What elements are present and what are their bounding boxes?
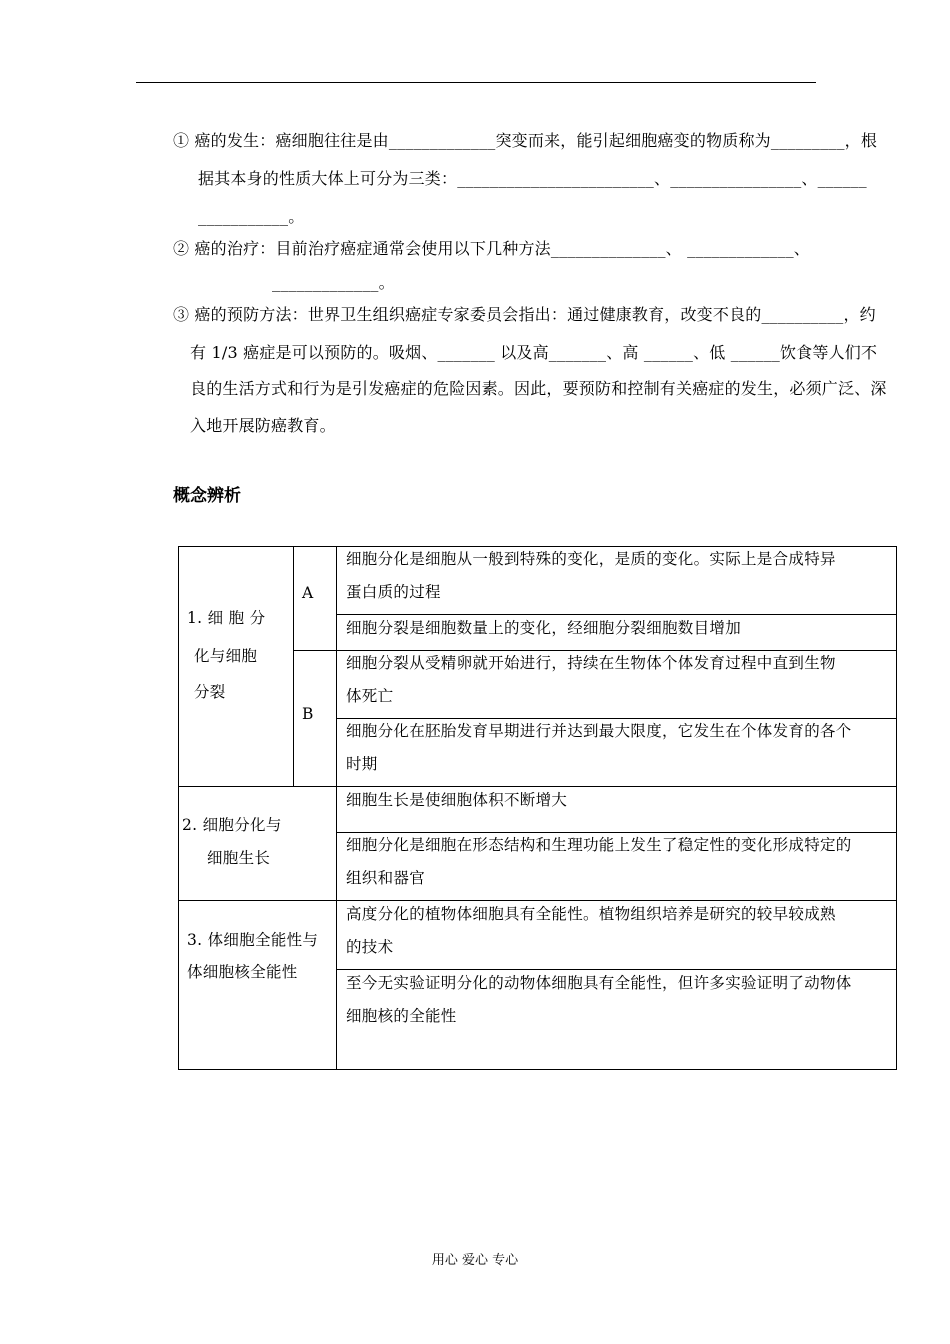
cell-c2-line1: 细胞分化是细胞在形态结构和生理功能上发生了稳定性的变化形成特定的 [346,836,852,854]
group1-label-line1: 1. 细 胞 分 [187,609,266,627]
paragraph-cancer-prevention-line2: 有 1/3 癌症是可以预防的。吸烟、_______ 以及高_______、高 ______、低 ______饮食等人们不 [190,343,878,362]
table-divider-main [336,546,337,1070]
group1-label-line3: 分裂 [194,683,226,701]
group2-label-line1: 2. 细胞分化与 [182,816,282,834]
page-footer: 用心 爱心 专心 [431,1253,519,1268]
cell-b2-line2: 时期 [346,755,378,773]
group3-label-line2: 体细胞核全能性 [187,963,298,981]
cell-d2-line2: 细胞核的全能性 [346,1007,457,1025]
cell-b1-line1: 细胞分裂从受精卵就开始进行，持续在生物体个体发育过程中直到生物 [346,654,836,672]
header-rule [136,82,816,83]
subgroup-a-label: A [302,584,314,602]
group3-label-line1: 3. 体细胞全能性与 [187,931,319,949]
cell-a2-line1: 细胞分裂是细胞数量上的变化，经细胞分裂细胞数目增加 [346,619,742,637]
cell-c2-line2: 组织和器官 [346,869,426,887]
cell-d1-line1: 高度分化的植物体细胞具有全能性。植物组织培养是研究的较早较成熟 [346,905,836,923]
paragraph-cancer-treatment-line1: ② 癌的治疗：目前治疗癌症通常会使用以下几种方法______________、 _____________、 [173,239,810,258]
section-heading: 概念辨析 [173,486,241,506]
table-divider-ab [293,650,336,651]
table-divider-sub [293,546,294,786]
group1-label-line2: 化与细胞 [194,647,258,665]
cell-a1-line2: 蛋白质的过程 [346,583,441,601]
cell-d2-line1: 至今无实验证明分化的动物体细胞具有全能性，但许多实验证明了动物体 [346,974,852,992]
paragraph-cancer-treatment-line2: _____________。 [272,273,395,292]
cell-a1-line1: 细胞分化是细胞从一般到特殊的变化，是质的变化。实际上是合成特异 [346,550,836,568]
group2-label-line2: 细胞生长 [207,849,271,867]
cell-c1-line1: 细胞生长是使细胞体积不断增大 [346,791,568,809]
paragraph-cancer-origin-line2: 据其本身的性质大体上可分为三类：________________________、________________、______ [198,169,867,188]
subgroup-b-label: B [302,705,314,723]
cell-b1-line2: 体死亡 [346,687,394,705]
paragraph-cancer-origin-line1: ① 癌的发生：癌细胞往往是由_____________突变而来，能引起细胞癌变的物质称为_________，根 [173,131,878,150]
cell-b2-line1: 细胞分化在胚胎发育早期进行并达到最大限度，它发生在个体发育的各个 [346,722,852,740]
paragraph-cancer-origin-line3: ___________。 [198,207,305,226]
paragraph-cancer-prevention-line4: 入地开展防癌教育。 [190,416,336,435]
cell-d1-line2: 的技术 [346,938,394,956]
paragraph-cancer-prevention-line1: ③ 癌的预防方法：世界卫生组织癌症专家委员会指出：通过健康教育，改变不良的__________，约 [173,305,876,324]
paragraph-cancer-prevention-line3: 良的生活方式和行为是引发癌症的危险因素。因此，要预防和控制有关癌症的发生，必须广泛、深 [190,379,887,398]
